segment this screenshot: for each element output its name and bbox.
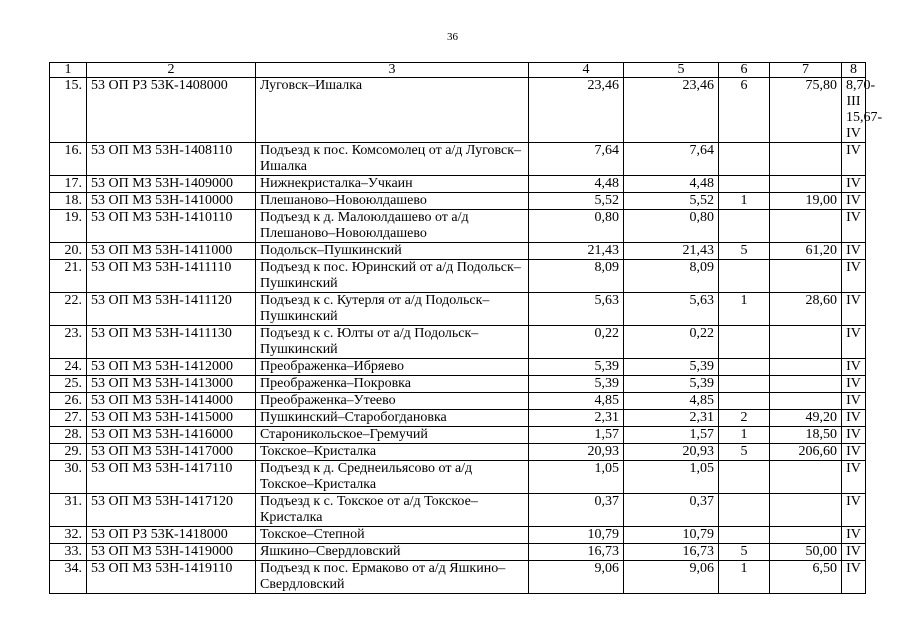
road-code-cell: 53 ОП МЗ 53Н-1419110 [87,561,256,594]
length-total-cell: 5,39 [529,376,624,393]
bridge-count-cell: 5 [719,243,770,260]
table-row [50,359,866,376]
row-number-cell: 29. [50,444,87,461]
road-name-cell: Яшкино–Свердловский [256,544,529,561]
length-total-cell: 5,63 [529,293,624,326]
table-row [50,427,866,444]
row-number-cell: 23. [50,326,87,359]
column-header: 6 [719,63,770,78]
road-category-cell: IV [842,376,866,393]
length-total-cell: 1,57 [529,427,624,444]
roads-table [49,62,883,594]
bridge-count-cell [719,176,770,193]
road-code-cell: 53 ОП МЗ 53Н-1412000 [87,359,256,376]
table-row [50,243,866,260]
road-name-cell: Подъезд к с. Токское от а/д Токское–Кристалка [256,494,529,527]
table-row [50,78,866,143]
road-category-cell: IV [842,544,866,561]
length-total-cell: 0,37 [529,494,624,527]
road-name-cell: Подольск–Пушкинский [256,243,529,260]
road-code-cell: 53 ОП МЗ 53Н-1409000 [87,176,256,193]
length-regional-cell: 2,31 [624,410,719,427]
road-code-cell: 53 ОП МЗ 53Н-1411110 [87,260,256,293]
road-code-cell: 53 ОП РЗ 53К-1408000 [87,78,256,143]
bridge-length-cell [770,359,842,376]
length-regional-cell: 1,57 [624,427,719,444]
bridge-length-cell [770,326,842,359]
bridge-length-cell: 28,60 [770,293,842,326]
bridge-length-cell [770,461,842,494]
road-code-cell: 53 ОП МЗ 53Н-1410110 [87,210,256,243]
road-name-cell: Подъезд к д. Среднеильясово от а/д Токское–Кристалка [256,461,529,494]
road-code-cell: 53 ОП МЗ 53Н-1411000 [87,243,256,260]
bridge-length-cell [770,393,842,410]
length-regional-cell: 0,37 [624,494,719,527]
road-name-cell: Пушкинский–Старобогдановка [256,410,529,427]
bridge-count-cell [719,527,770,544]
bridge-length-cell: 75,80 [770,78,842,143]
table-row [50,461,866,494]
bridge-count-cell: 5 [719,444,770,461]
road-code-cell: 53 ОП МЗ 53Н-1413000 [87,376,256,393]
bridge-length-cell: 49,20 [770,410,842,427]
table-row [50,326,866,359]
road-name-cell: Нижнекристалка–Учкаин [256,176,529,193]
table-row [50,561,866,594]
road-code-cell: 53 ОП МЗ 53Н-1411130 [87,326,256,359]
road-category-cell: IV [842,461,866,494]
column-header: 4 [529,63,624,78]
column-header: 2 [87,63,256,78]
bridge-length-cell: 206,60 [770,444,842,461]
column-header: 8 [842,63,866,78]
road-code-cell: 53 ОП МЗ 53Н-1416000 [87,427,256,444]
length-regional-cell: 21,43 [624,243,719,260]
road-category-cell: IV [842,561,866,594]
road-name-cell: Подъезд к пос. Ермаково от а/д Яшкино–Свердловский [256,561,529,594]
column-header: 1 [50,63,87,78]
table-row [50,444,866,461]
length-total-cell: 8,09 [529,260,624,293]
bridge-length-cell: 61,20 [770,243,842,260]
bridge-length-cell [770,527,842,544]
row-number-cell: 24. [50,359,87,376]
bridge-count-cell [719,376,770,393]
length-regional-cell: 16,73 [624,544,719,561]
road-code-cell: 53 ОП МЗ 53Н-1414000 [87,393,256,410]
road-name-cell: Староникольское–Гремучий [256,427,529,444]
road-code-cell: 53 ОП МЗ 53Н-1410000 [87,193,256,210]
road-name-cell: Подъезд к с. Юлты от а/д Подольск–Пушкинский [256,326,529,359]
road-code-cell: 53 ОП МЗ 53Н-1419000 [87,544,256,561]
length-total-cell: 0,22 [529,326,624,359]
table-row [50,260,866,293]
bridge-count-cell: 1 [719,293,770,326]
row-number-cell: 26. [50,393,87,410]
column-header: 5 [624,63,719,78]
table-row [50,527,866,544]
road-name-cell: Подъезд к д. Малоюлдашево от а/д Плешаново–Новоюлдашево [256,210,529,243]
length-regional-cell: 23,46 [624,78,719,143]
length-total-cell: 4,85 [529,393,624,410]
road-name-cell: Преображенка–Утеево [256,393,529,410]
column-header: 3 [256,63,529,78]
road-category-cell: IV [842,393,866,410]
bridge-count-cell [719,359,770,376]
table-row [50,410,866,427]
row-number-cell: 21. [50,260,87,293]
bridge-length-cell: 50,00 [770,544,842,561]
road-category-cell: IV [842,193,866,210]
bridge-length-cell [770,143,842,176]
length-total-cell: 1,05 [529,461,624,494]
row-number-cell: 32. [50,527,87,544]
row-number-cell: 30. [50,461,87,494]
row-number-cell: 27. [50,410,87,427]
length-regional-cell: 5,63 [624,293,719,326]
road-name-cell: Плешаново–Новоюлдашево [256,193,529,210]
length-total-cell: 5,52 [529,193,624,210]
row-number-cell: 28. [50,427,87,444]
bridge-count-cell [719,260,770,293]
length-regional-cell: 4,85 [624,393,719,410]
length-total-cell: 9,06 [529,561,624,594]
bridge-count-cell: 2 [719,410,770,427]
bridge-count-cell [719,494,770,527]
table-row [50,143,866,176]
road-code-cell: 53 ОП РЗ 53К-1418000 [87,527,256,544]
road-name-cell: Подъезд к пос. Юринский от а/д Подольск–Пушкинский [256,260,529,293]
road-category-cell: IV [842,260,866,293]
bridge-count-cell: 1 [719,561,770,594]
road-name-cell: Преображенка–Ибряево [256,359,529,376]
length-regional-cell: 1,05 [624,461,719,494]
bridge-length-cell [770,376,842,393]
bridge-count-cell [719,461,770,494]
road-name-cell: Подъезд к с. Кутерля от а/д Подольск–Пушкинский [256,293,529,326]
road-code-cell: 53 ОП МЗ 53Н-1415000 [87,410,256,427]
road-category-cell: IV [842,293,866,326]
road-code-cell: 53 ОП МЗ 53Н-1408110 [87,143,256,176]
table-row [50,193,866,210]
bridge-length-cell [770,176,842,193]
row-number-cell: 33. [50,544,87,561]
road-category-cell: IV [842,210,866,243]
table-row [50,210,866,243]
row-number-cell: 18. [50,193,87,210]
length-total-cell: 5,39 [529,359,624,376]
bridge-count-cell [719,326,770,359]
length-regional-cell: 5,39 [624,359,719,376]
table-row [50,393,866,410]
bridge-count-cell [719,210,770,243]
road-category-cell: IV [842,527,866,544]
bridge-count-cell [719,143,770,176]
table-header-row [50,63,866,78]
table-row [50,544,866,561]
length-regional-cell: 20,93 [624,444,719,461]
length-total-cell: 0,80 [529,210,624,243]
length-total-cell: 20,93 [529,444,624,461]
road-name-cell: Преображенка–Покровка [256,376,529,393]
page-number: 36 [447,31,458,43]
bridge-length-cell [770,494,842,527]
road-code-cell: 53 ОП МЗ 53Н-1417110 [87,461,256,494]
bridge-length-cell [770,260,842,293]
road-name-cell: Токское–Степной [256,527,529,544]
length-total-cell: 10,79 [529,527,624,544]
table-row [50,376,866,393]
table-row [50,176,866,193]
bridge-length-cell: 19,00 [770,193,842,210]
column-header: 7 [770,63,842,78]
road-category-cell: IV [842,494,866,527]
road-category-cell: IV [842,326,866,359]
bridge-count-cell: 1 [719,427,770,444]
road-name-cell: Подъезд к пос. Комсомолец от а/д Луговск–Ишалка [256,143,529,176]
row-number-cell: 19. [50,210,87,243]
road-category-cell: IV [842,243,866,260]
bridge-count-cell [719,393,770,410]
length-regional-cell: 10,79 [624,527,719,544]
road-category-cell: IV [842,176,866,193]
road-category-cell: IV [842,410,866,427]
road-code-cell: 53 ОП МЗ 53Н-1411120 [87,293,256,326]
length-total-cell: 23,46 [529,78,624,143]
bridge-count-cell: 1 [719,193,770,210]
row-number-cell: 16. [50,143,87,176]
road-category-cell: IV [842,427,866,444]
bridge-length-cell: 18,50 [770,427,842,444]
length-total-cell: 4,48 [529,176,624,193]
road-code-cell: 53 ОП МЗ 53Н-1417120 [87,494,256,527]
row-number-cell: 34. [50,561,87,594]
road-category-cell: 8,70-III 15,67-IV [842,78,866,143]
row-number-cell: 17. [50,176,87,193]
road-name-cell: Луговск–Ишалка [256,78,529,143]
bridge-length-cell: 6,50 [770,561,842,594]
bridge-count-cell: 5 [719,544,770,561]
road-category-cell: IV [842,444,866,461]
length-total-cell: 16,73 [529,544,624,561]
length-regional-cell: 5,39 [624,376,719,393]
row-number-cell: 20. [50,243,87,260]
length-total-cell: 7,64 [529,143,624,176]
length-total-cell: 2,31 [529,410,624,427]
length-regional-cell: 7,64 [624,143,719,176]
row-number-cell: 31. [50,494,87,527]
row-number-cell: 22. [50,293,87,326]
length-regional-cell: 8,09 [624,260,719,293]
road-category-cell: IV [842,143,866,176]
road-category-cell: IV [842,359,866,376]
length-regional-cell: 4,48 [624,176,719,193]
row-number-cell: 15. [50,78,87,143]
length-regional-cell: 0,80 [624,210,719,243]
length-regional-cell: 5,52 [624,193,719,210]
road-name-cell: Токское–Кристалка [256,444,529,461]
table-row [50,494,866,527]
bridge-length-cell [770,210,842,243]
length-regional-cell: 0,22 [624,326,719,359]
table-row [50,293,866,326]
length-regional-cell: 9,06 [624,561,719,594]
row-number-cell: 25. [50,376,87,393]
length-total-cell: 21,43 [529,243,624,260]
bridge-count-cell: 6 [719,78,770,143]
road-code-cell: 53 ОП МЗ 53Н-1417000 [87,444,256,461]
